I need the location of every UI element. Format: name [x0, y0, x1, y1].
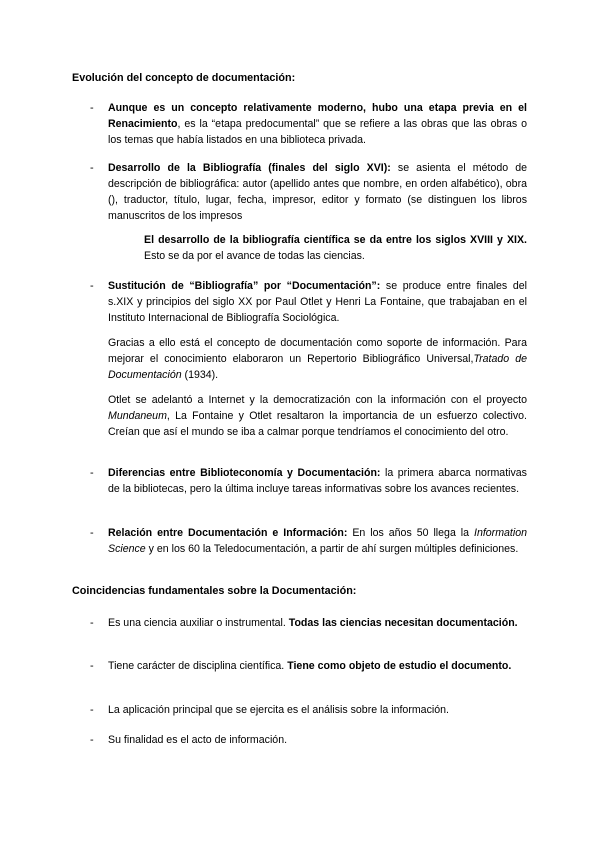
list-item-sustitucion — [108, 278, 527, 326]
item-bold-text: Relación entre Documentación e Información: — [108, 527, 348, 539]
list-dash: - — [90, 617, 94, 629]
note-bibliografia-cientifica — [144, 232, 527, 264]
paragraph-text: Otlet se adelantó a Internet y la democratización con la información con el proyecto — [108, 394, 527, 406]
item-italic: Information Science — [108, 527, 527, 555]
list-dash: - — [90, 280, 94, 292]
note-text: Esto se da por el avance de todas las ciencias. — [144, 250, 365, 262]
list-dash: - — [90, 102, 94, 114]
item-text: Es una ciencia auxiliar o instrumental. — [108, 617, 289, 629]
paragraph-italic: Mundaneum — [108, 410, 167, 422]
item-bold-text: Aunque es un concepto relativamente moderno, hubo una etapa previa en el Renacimiento — [108, 102, 527, 130]
item-text: y en los 60 la Teledocumentación, a partir de ahí surgen múltiples definiciones. — [145, 543, 519, 555]
list-item-disciplina-cientifica — [108, 658, 527, 674]
paragraph-italic: Tratado de Documentación — [108, 353, 527, 381]
list-item-renacimiento — [108, 100, 527, 148]
list-dash: - — [90, 660, 94, 672]
item-bold-text: Todas las ciencias necesitan documentación. — [288, 617, 518, 629]
item-text: Tiene carácter de disciplina científica. — [108, 660, 288, 672]
paragraph-text: , La Fontaine y Otlet resaltaron la importancia de un esfuerzo colectivo. Creían que así el mundo se iba a calmar porque tendríamos el conocimiento del otro. — [108, 410, 527, 438]
item-text: En los años 50 llega la — [347, 527, 474, 539]
item-bold-text: Desarrollo de la Bibliografía (finales del siglo XVI): — [108, 162, 391, 174]
list-item-ciencia-auxiliar — [108, 615, 527, 631]
item-text: se produce entre finales del s.XIX y principios del siglo XX por Paul Otlet y Henri La Fontaine, que trabajaban en el Instituto Internacional de Bibliografía Sociológica. — [108, 280, 527, 324]
list-dash: - — [90, 734, 94, 746]
list-item-finalidad — [108, 732, 527, 748]
item-text: La aplicación principal que se ejercita es el análisis sobre la información. — [108, 704, 449, 716]
list-item-diferencias — [108, 465, 527, 497]
item-bold-text: Diferencias entre Biblioteconomía y Documentación: — [108, 467, 381, 479]
item-text: , es la “etapa predocumental” que se refiere a las obras que las obras o los temas que había listados en una biblioteca privada. — [108, 118, 527, 146]
item-text: Su finalidad es el acto de información. — [108, 734, 288, 746]
list-dash: - — [90, 704, 94, 716]
item-bold-text: Tiene como objeto de estudio el documento. — [287, 660, 512, 672]
section-heading-coincidencias: Coincidencias fundamentales sobre la Documentación: — [72, 585, 357, 597]
list-dash: - — [90, 527, 94, 539]
list-item-bibliografia — [108, 160, 527, 224]
section-heading-evolucion: Evolución del concepto de documentación: — [72, 72, 296, 84]
list-dash: - — [90, 162, 94, 174]
note-bold-text: El desarrollo de la bibliografía científica se da entre los siglos XVIII y XIX. — [144, 234, 527, 246]
item-text: la primera abarca normativas de la bibliotecas, pero la última incluye tareas informativas sobre los avances recientes. — [108, 467, 527, 495]
paragraph-otlet — [108, 392, 527, 440]
list-item-relacion — [108, 525, 527, 557]
item-bold-text: Sustitución de “Bibliografía” por “Documentación”: — [108, 280, 381, 292]
paragraph-gracias — [108, 335, 527, 383]
paragraph-text: Gracias a ello está el concepto de documentación como soporte de información. Para mejorar el conocimiento elaboraron un Repertorio Bibliográfico Universal, — [108, 337, 527, 365]
paragraph-text: (1934). — [181, 369, 219, 381]
item-text: se asienta el método de descripción de bibliográfica: autor (apellido antes que nombre, en orden alfabético), obra (), traductor, título, lugar, fecha, impresor, editor y formato (se distinguen los libros manuscritos de los impresos — [108, 162, 527, 222]
list-dash: - — [90, 467, 94, 479]
list-item-aplicacion — [108, 702, 527, 718]
